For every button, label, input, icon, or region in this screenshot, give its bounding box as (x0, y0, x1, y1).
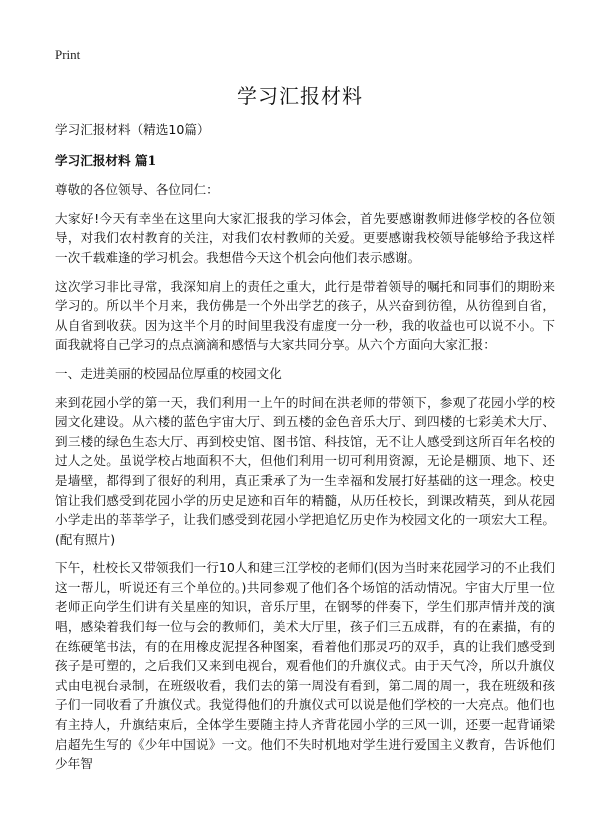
document-subtitle: 学习汇报材料（精选10篇） (55, 122, 210, 137)
document-body (55, 120, 555, 783)
paragraph-3: 来到花园小学的第一天，我们利用一上午的时间在洪老师的带领下，参观了花园小学的校园文化建设。从六楼的蓝色宇宙大厅、到五楼的金色音乐大厅、到四楼的七彩美术大厅、到三楼的绿色生态大厅、再到校史馆、图书馆、科技馆，无不让人感受到这所百年名校的过人之处。虽说学校占地面积不大，但他们利用一切可利用资源，无论是棚顶、地下、还是墙壁，都得到了很好的利用，真正秉承了为一生幸福和发展打好基础的这一理念。校史馆让我们感受到花园小学的历史足迹和百年的精髓，从历任校长，到课改精英，到从花园小学走出的莘莘学子，让我们感受到花园小学把追忆历史作为校园文化的一项宏大工程。(配有照片) (55, 394, 555, 547)
document-title: 学习汇报材料 (237, 84, 363, 108)
section-heading-1: 一、走进美丽的校园品位厚重的校园文化 (55, 365, 282, 381)
paragraph-4: 下午，杜校长又带领我们一行10人和建三江学校的老师们(因为当时来花园学习的不止我们这一帮儿，听说还有三个单位的。)共同参观了他们各个场馆的活动情况。宇宙大厅里一位老师正向学生们讲有关星座的知识，音乐厅里，在钢琴的伴奏下，学生们那声情并茂的演唱，感染着我们每一位与会的教师们，美术大厅里，孩子们三五成群，有的在素描，有的在练硬笔书法，有的在用橡皮泥捏各种图案，看着他们那灵巧的双手，真的让我们感受到孩子是可塑的，之后我们又来到电视台，观看他们的升旗仪式。由于天气冷，所以升旗仪式由电视台录制，在班级收看，我们去的第一周没有看到，第二周的周一，我在班级和孩子们一同收看了升旗仪式。我觉得他们的升旗仪式可以说是他们学校的一大亮点。他们也有主持人，升旗结束后，全体学生要随主持人齐背花园小学的三风一训，还要一起背诵梁启超先生写的《少年中国说》一文。他们不失时机地对学生进行爱国主义教育，告诉他们少年智 (55, 560, 555, 772)
print-label: Print (55, 47, 81, 62)
salutation: 尊敬的各位领导、各位同仁： (55, 182, 219, 198)
paragraph-1: 大家好!今天有幸坐在这里向大家汇报我的学习体会，首先要感谢教师进修学校的各位领导，对我们农村教育的关注，对我们农村教师的关爱。更要感谢我校领导能够给予我这样一次千载难逢的学习机会。我想借今天这个机会向他们表示感谢。 (55, 210, 555, 265)
paragraph-2: 这次学习非比寻常，我深知肩上的责任之重大，此行是带着领导的嘱托和同事们的期盼来学习的。所以半个月来，我仿佛是一个外出学艺的孩子，从兴奋到彷徨，从彷徨到自省，从自省到收获。因为这半个月的时间里我没有虚度一分一秒，我的收益也可以说不小。下面我就将自己学习的点点滴滴和感悟与大家共同分享。从六个方面向大家汇报： (55, 278, 555, 353)
section-title: 学习汇报材料 篇1 (55, 152, 157, 168)
